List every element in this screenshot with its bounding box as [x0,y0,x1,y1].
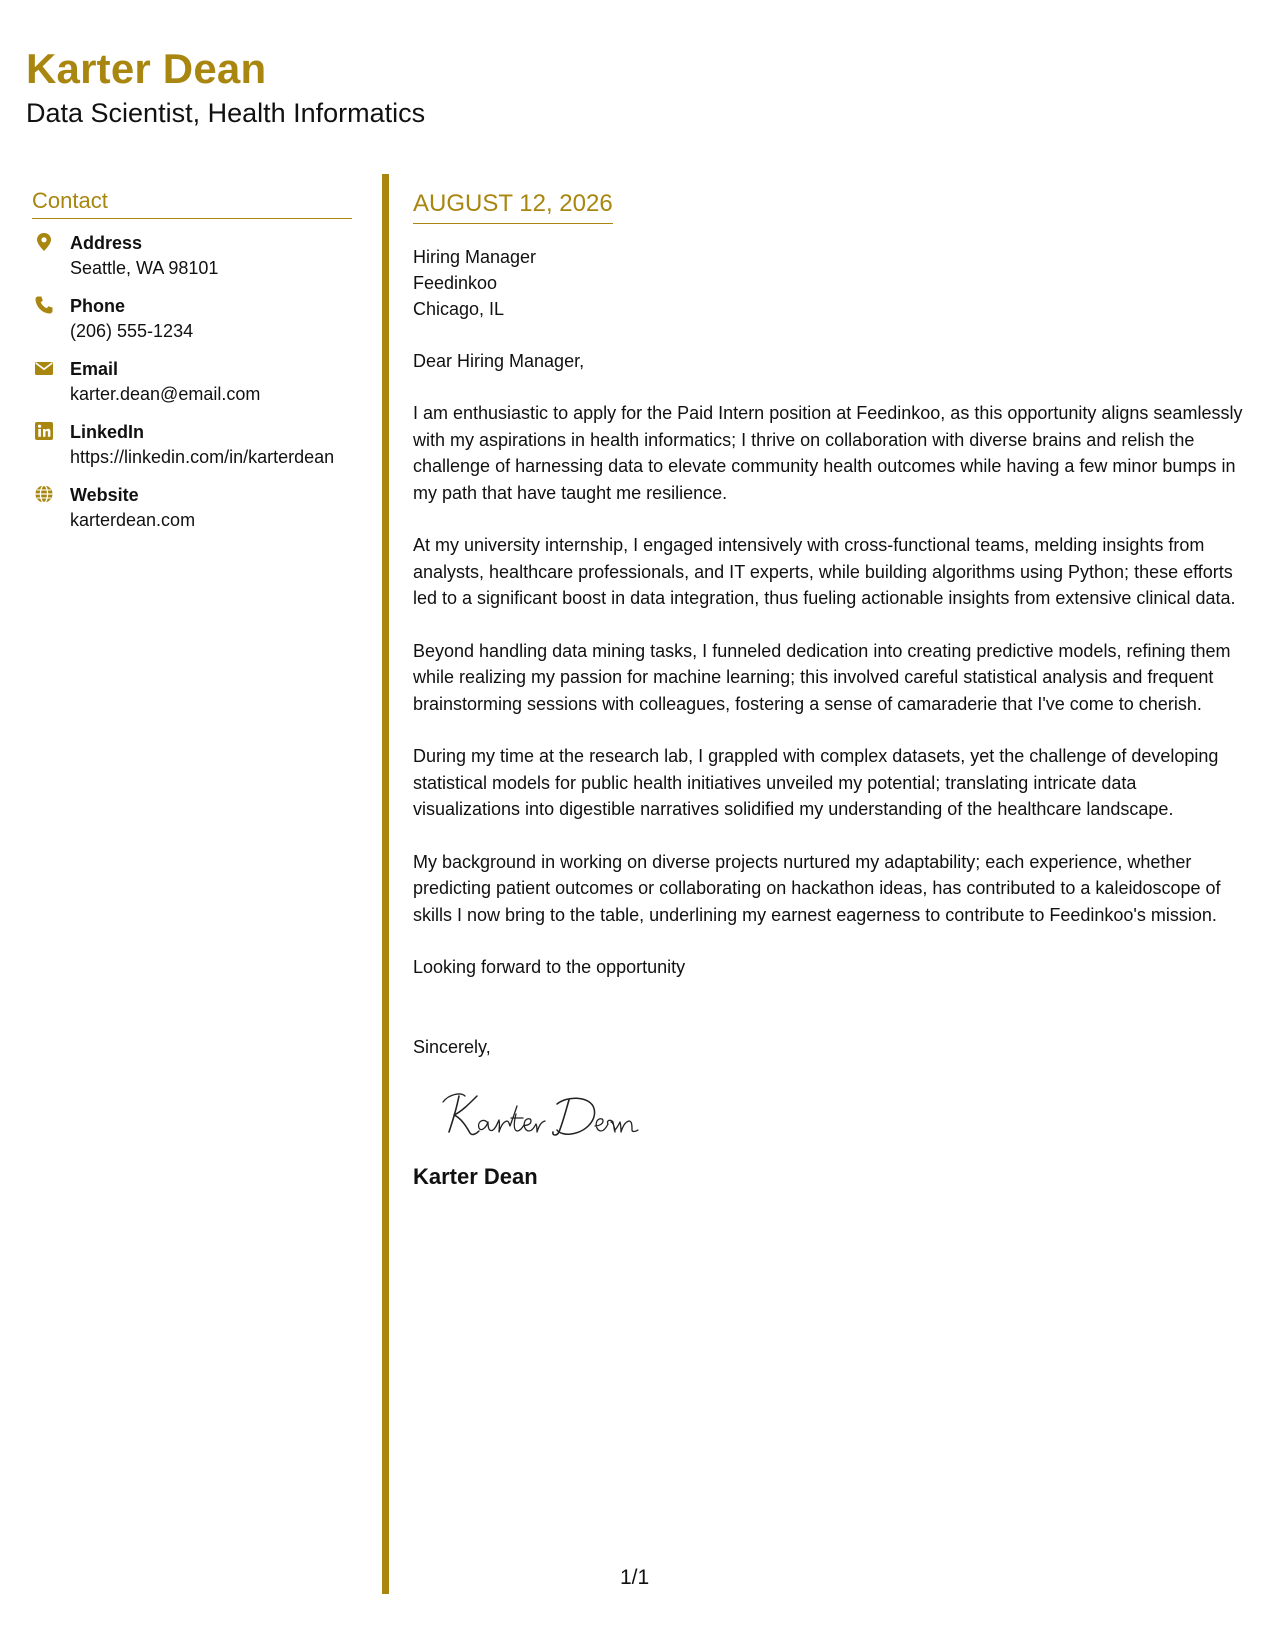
email-label: Email [70,359,119,379]
salutation: Dear Hiring Manager, [413,350,585,371]
recipient-block [413,244,1248,322]
linkedin-label: LinkedIn [70,422,145,442]
applicant-name: Karter Dean [26,45,267,92]
contact-sidebar [32,188,352,546]
contact-item-address [32,231,352,281]
envelope-icon [34,358,54,378]
map-pin-icon [34,232,54,252]
sign-off: Sincerely, [413,1036,491,1057]
linkedin-icon [34,421,54,441]
contact-item-website [32,483,352,533]
recipient-line: Chicago, IL [413,298,505,319]
recipient-line: Feedinkoo [413,272,498,293]
recipient-line: Hiring Manager [413,246,537,267]
letter-paragraph: During my time at the research lab, I grappled with complex datasets, yet the challenge of developing statistical models for public health initiatives unveiled my potential; translating intricate data visualizations into digestible narratives solidified my understanding of the healthcare landscape. [413,746,1219,820]
applicant-title: Data Scientist, Health Informatics [26,98,426,128]
letter-body [413,190,1248,1191]
contact-item-phone [32,294,352,344]
page-number: 1/1 [620,1566,650,1589]
phone-value: (206) 555-1234 [70,321,194,341]
closing-line: Looking forward to the opportunity [413,957,686,978]
letter-paragraph: My background in working on diverse projects nurtured my adaptability; each experience, whether predicting patient outcomes or collaborating on hackathon ideas, has contributed to a kaleidoscope of skills I now bring to the table, underlining my earnest eagerness to contribute to Feedinkoo's mission. [413,851,1221,925]
linkedin-value[interactable]: https://linkedin.com/in/karterdean [70,447,335,467]
letter-date: AUGUST 12, 2026 [413,190,613,224]
contact-heading: Contact [32,188,352,219]
phone-icon [34,295,54,315]
globe-icon [34,484,54,504]
address-value: Seattle, WA 98101 [70,258,219,278]
letter-paragraph: At my university internship, I engaged intensively with cross-functional teams, melding insights from analysts, healthcare professionals, and IT experts, while building algorithms using Python; these efforts led to a significant boost in data integration, thus fueling actionable insights from extensive clinical data. [413,535,1236,609]
vertical-divider [382,174,389,1594]
contact-item-linkedin [32,420,352,470]
signer-name: Karter Dean [413,1164,538,1190]
address-label: Address [70,233,143,253]
handwritten-signature [439,1088,649,1140]
letter-paragraph: Beyond handling data mining tasks, I funneled dedication into creating predictive models, refining them while realizing my passion for machine learning; this involved careful statistical analysis and frequent brainstorming sessions with colleagues, fostering a sense of camaraderie that I've come to cherish. [413,640,1231,714]
website-value[interactable]: karterdean.com [70,510,196,530]
email-value: karter.dean@email.com [70,384,261,404]
phone-label: Phone [70,296,126,316]
website-label: Website [70,485,139,505]
letter-paragraph: I am enthusiastic to apply for the Paid Intern position at Feedinkoo, as this opportunity aligns seamlessly with my aspirations in health informatics; I thrive on collaboration with diverse brains and relish the challenge of harnessing data to elevate community health outcomes while having a few minor bumps in my path that have taught me resilience. [413,403,1243,503]
contact-item-email [32,357,352,407]
